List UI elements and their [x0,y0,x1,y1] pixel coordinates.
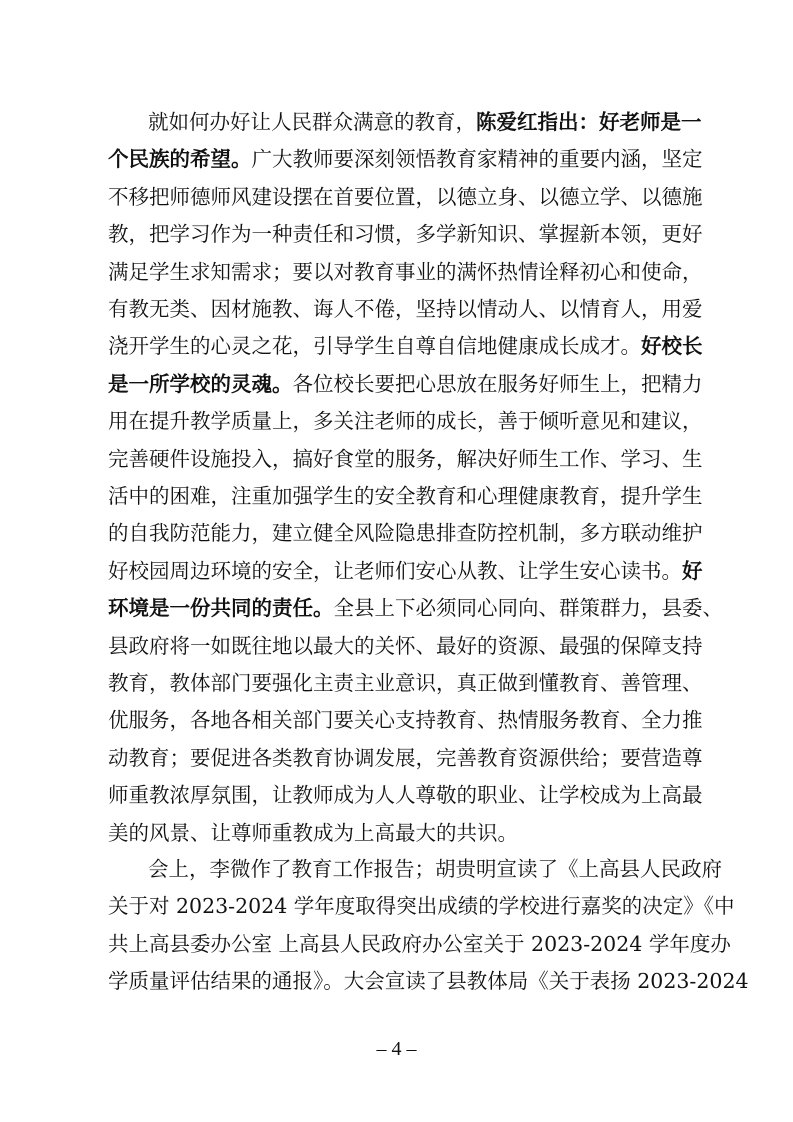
text-line [108,144,703,174]
bold-text-run: 个民族的希望。 [108,147,252,172]
text-line [108,219,703,249]
text-line [108,406,703,436]
text-run: 满足学生求知需求；要以对教育事业的满怀热情诠释初心和使命， [108,259,703,284]
text-line [108,444,703,474]
bold-text-run: 好 [682,558,703,583]
text-run: 的自我防范能力，建立健全风险隐患排查防控机制，多方联动维护 [108,521,703,546]
text-line [108,369,703,399]
text-run: 县政府将一如既往地以最大的关怀、最好的资源、最强的保障支持 [108,633,703,658]
text-run: 优服务，各地各相关部门要关心支持教育、热情服务教育、全力推 [108,708,703,733]
text-line [108,556,703,586]
text-run: 全县上下必须同心同向、群策群力，县委、 [333,596,723,621]
bold-text-run: 环境是一份共同的责任。 [108,596,334,621]
text-run: 浇开学生的心灵之花，引导学生自尊自信地健康成长成才。 [108,334,641,359]
text-run: 用在提升教学质量上，多关注老师的成长，善于倾听意见和建议， [108,409,703,434]
text-run: 教育，教体部门要强化主责主业意识，真正做到懂教育、善管理、 [108,671,703,695]
text-run: 活中的困难，注重加强学生的安全教育和心理健康教育，提升学生 [108,484,703,508]
text-run: 广大教师要深刻领悟教育家精神的重要内涵，坚定 [251,147,703,172]
text-line [108,481,703,511]
text-line [148,107,702,137]
text-line [108,593,723,623]
bold-text-run: 好校长 [641,334,703,359]
text-line [108,891,735,921]
bold-text-run: 是一所学校的灵魂。 [108,371,293,396]
text-line [108,257,703,287]
text-run: 完善硬件设施投入，搞好食堂的服务，解决好师生工作、学习、生 [108,446,703,471]
text-run: 各位校长要把心思放在服务好师生上，把精力 [292,371,703,396]
text-run: 有教无类、因材施教、诲人不倦，坚持以情动人、以情育人，用爱 [108,297,703,321]
text-line [108,331,703,361]
text-run: 教，把学习作为一种责任和习惯，多学新知识、掌握新本领，更好 [108,222,703,247]
text-run: 学质量评估结果的通报》。大会宣读了县教体局《关于表扬 2023-2024 [108,969,749,994]
text-run: 动教育；要促进各类教育协调发展，完善教育资源供给；要营造尊 [108,745,703,770]
text-line [108,631,703,661]
text-run: 师重教浓厚氛围，让教师成为人人尊敬的职业、让学校成为上高最 [108,783,703,808]
text-run: 美的风景、让尊师重教成为上高最大的共识。 [108,820,518,845]
text-line [108,518,703,548]
text-line [108,743,703,773]
text-run: 关于对 2023-2024 学年度取得突出成绩的学校进行嘉奖的决定》《中 [108,894,735,919]
text-line [108,818,683,848]
text-run: 会上，李微作了教育工作报告；胡贵明宣读了《上高县人民政府 [148,857,722,881]
text-line [108,780,703,810]
text-line [108,294,703,324]
text-run: 共上高县委办公室 上高县人民政府办公室关于 2023-2024 学年度办 [108,931,731,956]
text-line [108,705,703,735]
text-line [108,668,703,698]
page-number: – 4 – [376,1038,417,1060]
text-line [148,854,722,884]
text-line [108,929,731,959]
text-run: 就如何办好让人民群众满意的教育， [148,110,476,134]
bold-text-run: 陈爱红指出：好老师是一 [476,110,702,134]
text-run: 不移把师德师风建设摆在首要位置，以德立身、以德立学、以德施 [108,184,703,209]
text-run: 好校园周边环境的安全，让老师们安心从教、让学生安心读书。 [108,558,682,583]
text-line [108,182,703,212]
text-line [108,966,749,996]
